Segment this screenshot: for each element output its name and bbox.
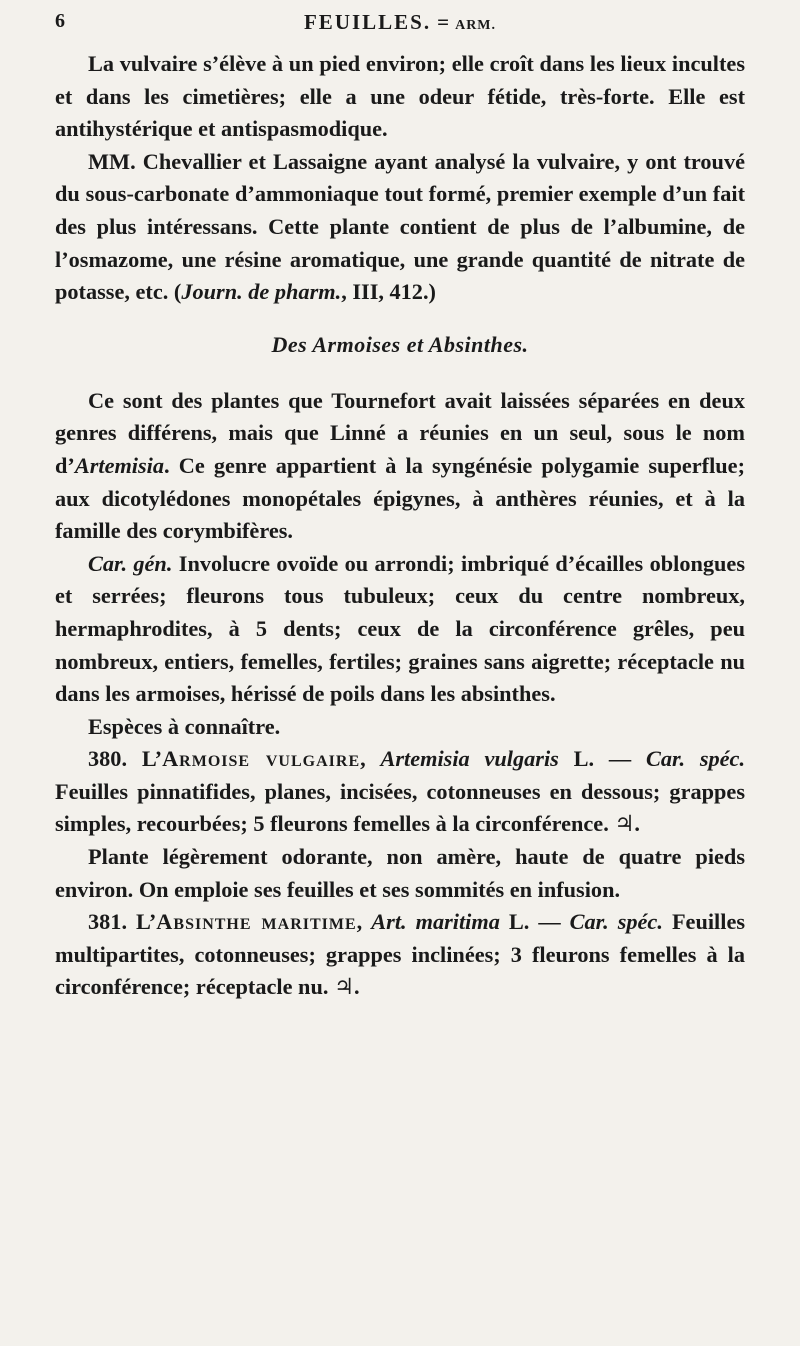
- author: L. —: [499, 909, 570, 935]
- paragraph-armoise-use: [55, 841, 745, 906]
- journal-title: Journ. de pharm.: [181, 279, 342, 305]
- entry-381: [55, 906, 745, 1004]
- ref-volume: , III, 412.): [341, 279, 436, 305]
- paragraph-text: Espèces à connaître.: [88, 713, 281, 739]
- author: L. —: [558, 746, 646, 772]
- characters-label: Car. spéc.: [569, 909, 663, 935]
- paragraph-genus-intro: [55, 385, 745, 548]
- paragraph-vulvaire-analysis: [55, 146, 745, 309]
- body-text: [55, 48, 745, 1004]
- paragraph-vulvaire-habitat: [55, 48, 745, 146]
- entry-number: 381. L’: [88, 909, 157, 935]
- punct: ,: [360, 746, 381, 772]
- paragraph-text: Involucre ovoïde ou arrondi; imbriqué d’écailles oblongues et serrées; fleurons tous tubuleux; ceux du centre nombreux, hermaphrodites, à 5 dents; ceux de la circonférence grêles, peu nombreux, entiers, femelles, fertiles; graines sans aigrette; réceptacle nu dans les armoises, hérissé de poils dans les absinthes.: [55, 550, 746, 707]
- running-head-abbrev: ARM.: [455, 18, 497, 33]
- paragraph-text: . Ce genre appartient à la syngénésie polygamie superflue; aux dicotylédones monopétales épigynes, à anthères réunies, et à la famille des corymbifères.: [55, 452, 745, 544]
- running-head: [55, 10, 745, 35]
- paragraph-text: Feuilles pinnatifides, planes, incisées, cotonneuses en dessous; grappes simples, recourbées; 5 fleurons femelles à la circonférence. ♃.: [55, 778, 745, 837]
- entry-number: 380. L’: [88, 746, 163, 772]
- punct: ,: [356, 909, 372, 935]
- book-page: [55, 0, 745, 1004]
- paragraph-text: Plante légèrement odorante, non amère, haute de quatre pieds environ. On emploie ses feuilles et ses sommités en infusion.: [55, 844, 745, 902]
- section-heading: Des Armoises et Absinthes.: [271, 331, 529, 357]
- common-name: Absinthe maritime: [156, 909, 357, 935]
- paragraph-text: Ce sont des plantes que Tournefort avait laissées séparées en deux genres différens, mais que Linné a réunies en un seul, sous le nom d’: [55, 387, 745, 478]
- paragraph-text: MM. Chevallier et Lassaigne ayant analysé la vulvaire, y ont trouvé du sous-carbonate d’ammoniaque tout formé, premier exemple d’un fait des plus intéressans. Cette plante contient de plus de l’albumine, de l’osmazome, une résine aromatique, une grande quantité de nitrate de potasse, etc.: [55, 148, 745, 305]
- page-number: 6: [55, 10, 66, 32]
- journal-reference: [174, 279, 436, 304]
- paragraph-text: Feuilles multipartites, cotonneuses; grappes inclinées; 3 fleurons femelles à la circonférence; réceptacle nu. ♃.: [55, 909, 746, 1000]
- page-header: [55, 0, 745, 48]
- paragraph-generic-characters: [55, 548, 745, 711]
- characters-label: Car. gén.: [88, 550, 173, 576]
- common-name: Armoise vulgaire: [162, 746, 361, 772]
- latin-name: Art. maritima: [371, 909, 500, 935]
- entry-380: [55, 743, 745, 841]
- ref-open: (: [173, 279, 182, 305]
- paragraph-text: La vulvaire s’élève à un pied environ; elle croît dans les lieux incultes et dans les cimetières; elle a une odeur fétide, très-forte. Elle est antihystérique et antispasmodique.: [55, 51, 745, 142]
- paragraph-species-heading: [55, 711, 745, 744]
- genus-name: Artemisia: [74, 452, 165, 478]
- characters-label: Car. spéc.: [645, 746, 746, 772]
- running-head-title: FEUILLES.: [303, 10, 432, 34]
- latin-name: Artemisia vulgaris: [380, 746, 559, 772]
- running-head-separator: =: [437, 10, 450, 34]
